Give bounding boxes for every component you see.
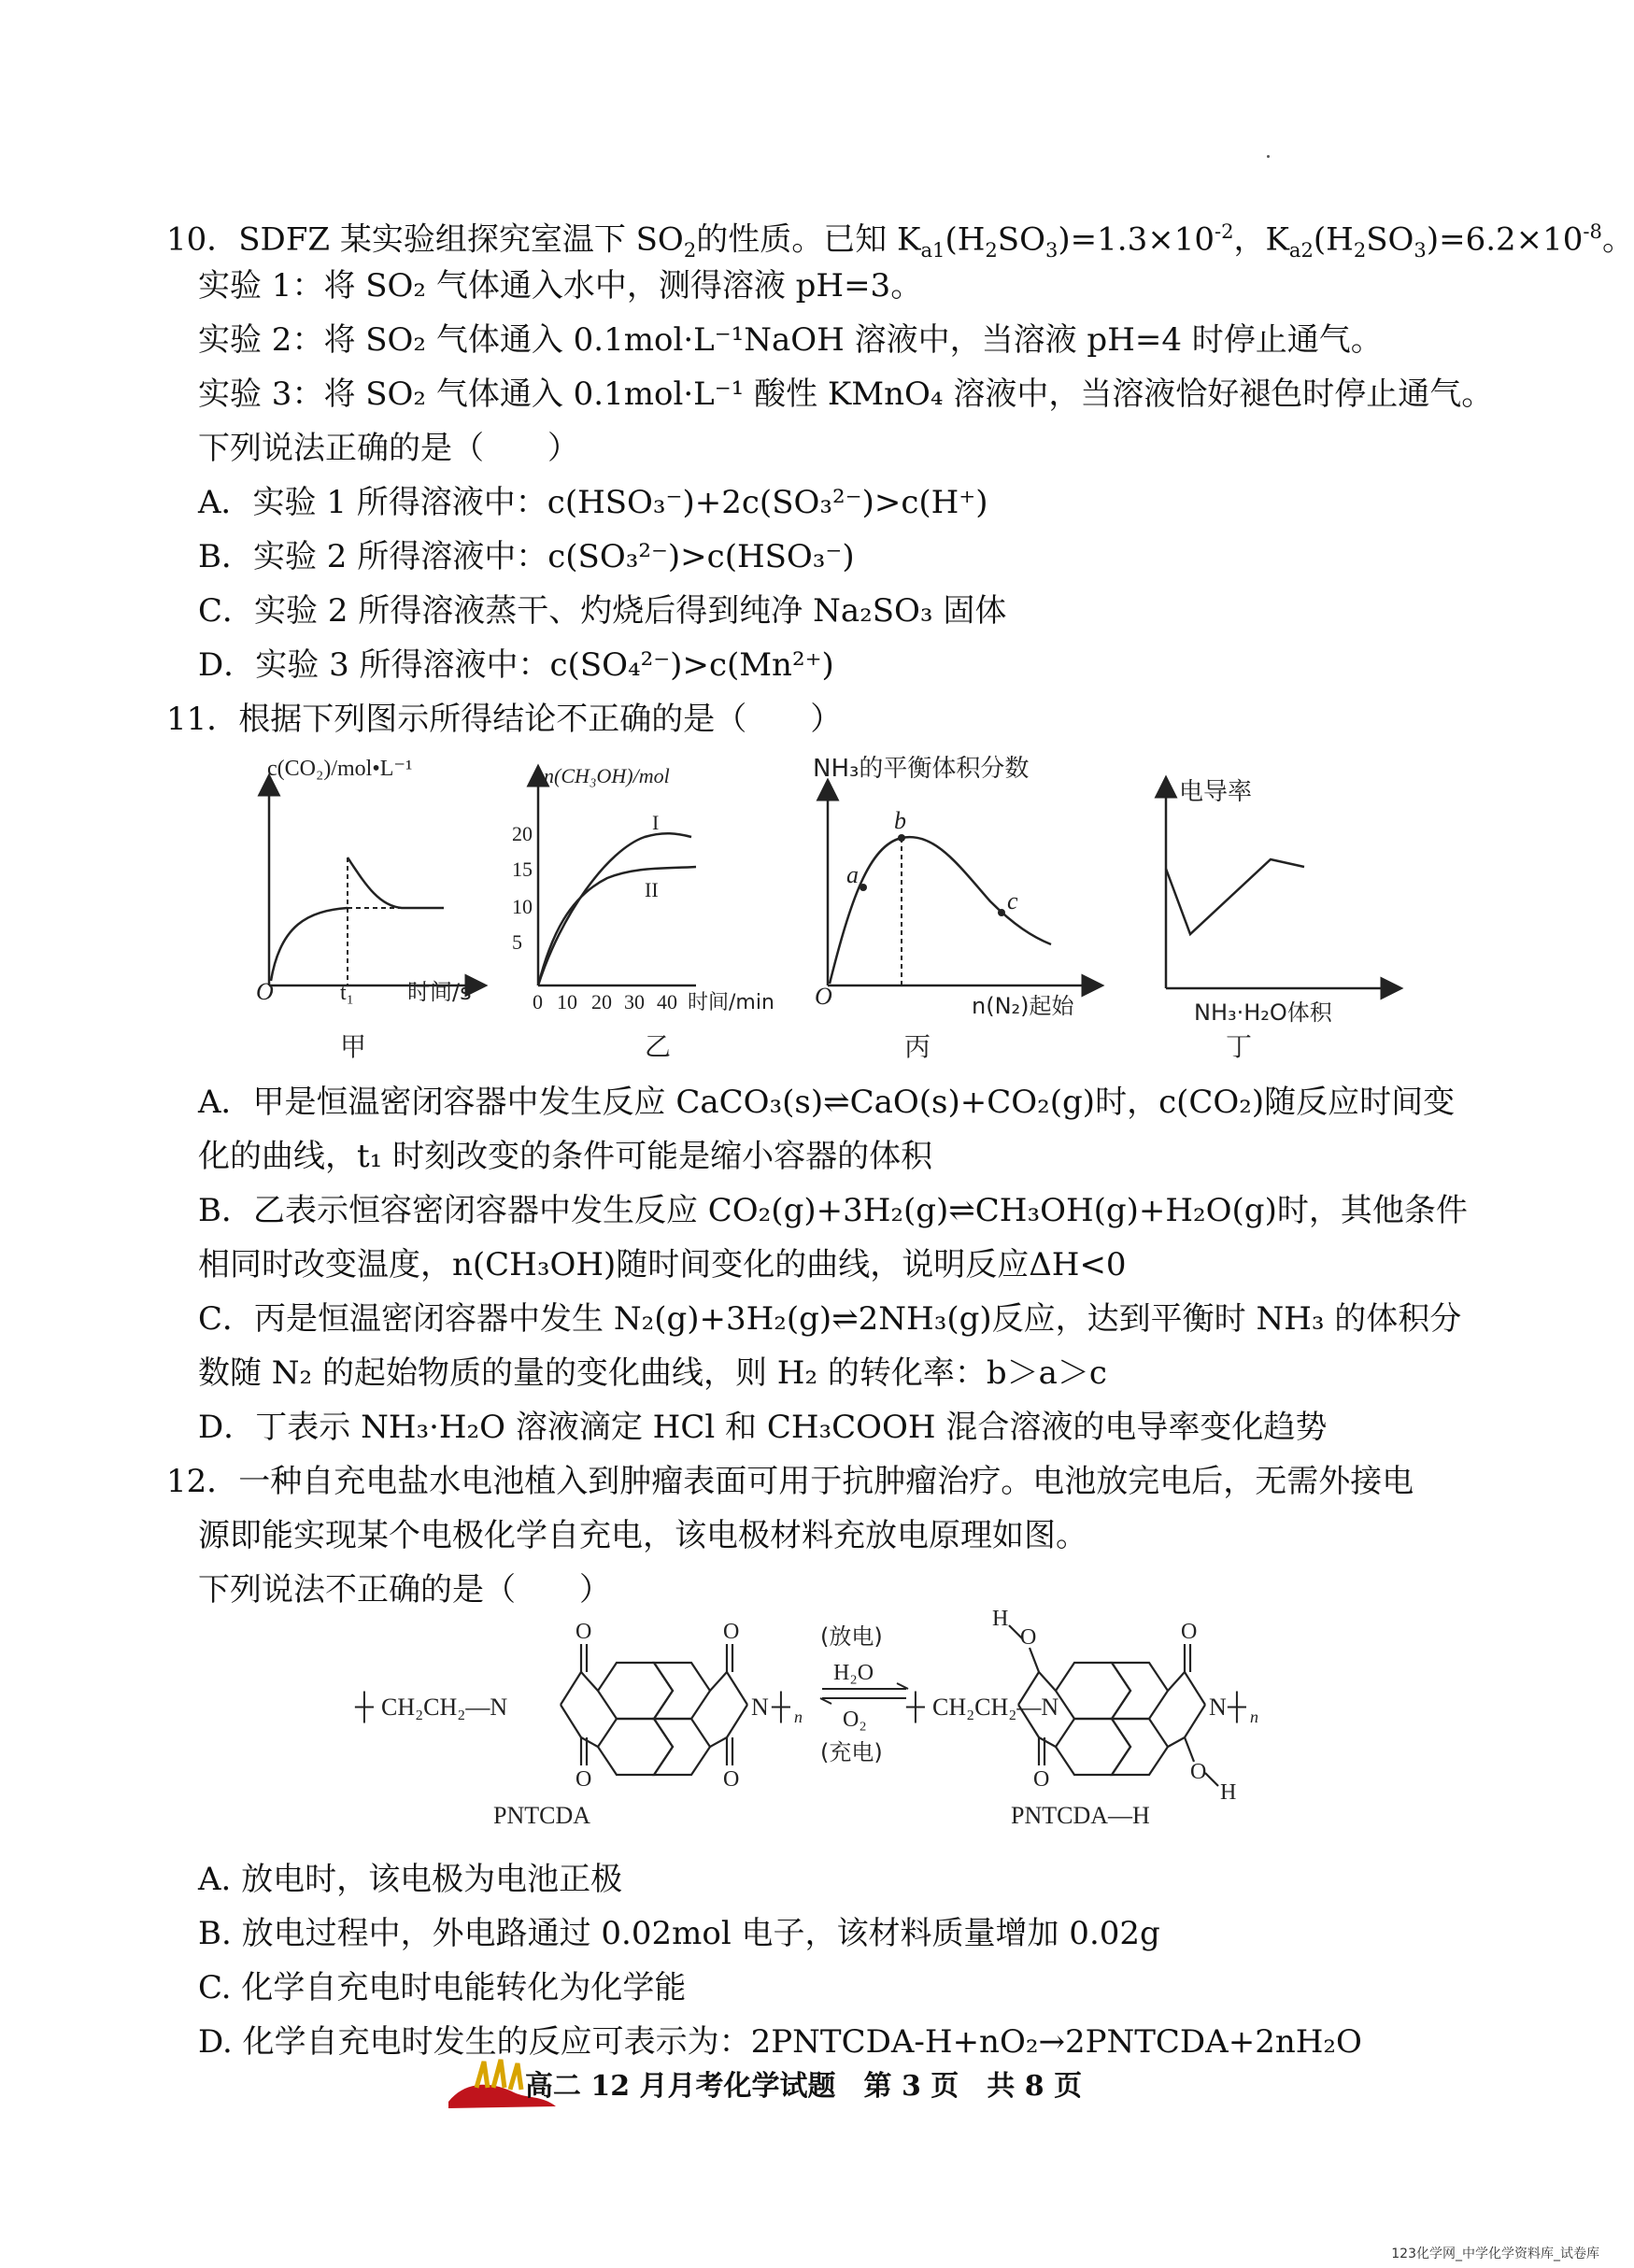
- q12-ask: 下列说法不正确的是（ ）: [198, 1571, 611, 1609]
- left-o-4: O: [723, 1767, 740, 1792]
- bottom-label: (充电): [820, 1739, 883, 1765]
- q10-exp1: 实验 1：将 SO₂ 气体通入水中，测得溶液 pH=3。: [198, 267, 923, 305]
- speck: [1267, 155, 1270, 158]
- figure-bing: [803, 743, 1121, 1065]
- left-o-3: O: [575, 1767, 592, 1792]
- bing-xlabel: n(N₂)起始: [972, 993, 1074, 1019]
- yi-curve-ii-label: II: [645, 878, 659, 901]
- right-o-4: O: [1190, 1760, 1207, 1784]
- figure-jia: [243, 747, 486, 1065]
- q12-stem-line1: 12．一种自充电盐水电池植入到肿瘤表面可用于抗肿瘤治疗。电池放完电后，无需外接电: [166, 1463, 1414, 1500]
- bing-ylabel: NH₃的平衡体积分数: [813, 755, 1030, 783]
- right-h-1: H: [992, 1607, 1009, 1631]
- yi-curve-ii: [538, 867, 696, 985]
- left-chain: CH₂CH₂—N: [381, 1694, 508, 1721]
- q12-option-a[interactable]: A. 放电时，该电极为电池正极: [198, 1861, 623, 1898]
- svg-text:┼: ┼: [772, 1693, 790, 1722]
- yi-ytick-10: 10: [512, 895, 533, 918]
- yi-curve-i: [538, 833, 691, 985]
- q10-option-d[interactable]: D．实验 3 所得溶液中：c(SO₄²⁻)>c(Mn²⁺): [198, 646, 834, 684]
- left-o-1: O: [575, 1620, 592, 1644]
- ding-caption: 丁: [1226, 1031, 1253, 1062]
- jia-xlabel: 时间/s: [407, 979, 472, 1005]
- q12-stem-line2: 源即能实现某个电极化学自充电，该电极材料充放电原理如图。: [198, 1517, 1087, 1554]
- figure-yi: [504, 747, 803, 1065]
- bottom-reagent: O₂: [843, 1708, 867, 1732]
- yi-caption: 乙: [645, 1031, 672, 1062]
- yi-xtick-0: 0: [533, 990, 543, 1014]
- q10-exp2: 实验 2：将 SO₂ 气体通入 0.1mol·L⁻¹NaOH 溶液中，当溶液 pH=4 时停止通气。: [198, 321, 1383, 359]
- bing-label-a: a: [846, 861, 859, 888]
- page-footer: 高二 12 月月考化学试题 第 3 页 共 8 页: [524, 2070, 1083, 2103]
- right-n: N: [1209, 1694, 1227, 1721]
- pntcda-ring: [561, 1644, 747, 1775]
- jia-origin: O: [256, 978, 274, 1005]
- ding-xlabel: NH₃·H₂O体积: [1194, 999, 1332, 1026]
- yi-xtick-40: 40: [657, 990, 677, 1014]
- left-n: N: [751, 1694, 769, 1721]
- q10-exp3: 实验 3：将 SO₂ 气体通入 0.1mol·L⁻¹ 酸性 KMnO₄ 溶液中，当溶液恰好褪色时停止通气。: [198, 376, 1494, 413]
- yi-xtick-10: 10: [557, 990, 577, 1014]
- q11-option-a-line2: 化的曲线，t₁ 时刻改变的条件可能是缩小容器的体积: [198, 1138, 933, 1175]
- left-name: PNTCDA: [493, 1802, 591, 1829]
- jia-ylabel: c(CO₂)/mol•L⁻¹: [267, 757, 413, 781]
- q11-option-c-line2: 数随 N₂ 的起始物质的量的变化曲线，则 H₂ 的转化率：b＞a＞c: [198, 1354, 1107, 1392]
- right-n-subscript: n: [1250, 1708, 1258, 1726]
- watermark: 123化学网_中学化学资料库_试卷库: [1391, 2247, 1599, 2261]
- q11-option-d[interactable]: D．丁表示 NH₃·H₂O 溶液滴定 HCl 和 CH₃COOH 混合溶液的电导率变化趋势: [198, 1409, 1328, 1446]
- q12-option-d[interactable]: D. 化学自充电时发生的反应可表示为：2PNTCDA-H+nO₂→2PNTCDA+2nH₂O: [198, 2023, 1362, 2061]
- yi-xlabel: 时间/min: [688, 991, 774, 1014]
- yi-ytick-5: 5: [512, 930, 522, 954]
- bing-caption: 丙: [904, 1031, 931, 1062]
- left-bracket: ┼: [355, 1693, 374, 1722]
- yi-xtick-30: 30: [624, 990, 645, 1014]
- yi-ylabel: n(CH₃OH)/mol: [544, 764, 670, 787]
- ding-curve: [1166, 859, 1304, 934]
- bing-origin: O: [815, 983, 832, 1010]
- right-o-3: O: [1033, 1767, 1050, 1792]
- yi-curve-i-label: I: [652, 811, 660, 834]
- jia-curve-1: [271, 908, 348, 981]
- q11-option-b-line2: 相同时改变温度，n(CH₃OH)随时间变化的曲线，说明反应ΔH<0: [198, 1246, 1127, 1283]
- jia-curve-2: [348, 858, 444, 908]
- bing-point-b: [898, 834, 905, 842]
- q12-option-c[interactable]: C. 化学自充电时电能转化为化学能: [198, 1969, 687, 2006]
- q10-ask: 下列说法正确的是（ ）: [198, 430, 579, 467]
- right-o-2: O: [1181, 1620, 1198, 1644]
- right-h-2: H: [1220, 1780, 1237, 1805]
- bing-label-c: c: [1007, 887, 1018, 914]
- q10-option-a[interactable]: A．实验 1 所得溶液中：c(HSO₃⁻)+2c(SO₃²⁻)>c(H⁺): [198, 484, 988, 521]
- jia-caption: 甲: [340, 1031, 367, 1062]
- svg-text:┼: ┼: [906, 1693, 925, 1722]
- bing-point-c: [998, 909, 1005, 916]
- top-reagent: H₂O: [833, 1661, 874, 1685]
- jia-tick: t₁: [340, 981, 355, 1005]
- reaction-scheme: [336, 1607, 1271, 1831]
- right-name: PNTCDA—H: [1011, 1802, 1150, 1829]
- yi-ytick-20: 20: [512, 822, 533, 845]
- left-o-2: O: [723, 1620, 740, 1644]
- right-o-1: O: [1020, 1625, 1037, 1650]
- bing-label-b: b: [894, 807, 906, 834]
- q11-option-a-line1[interactable]: A．甲是恒温密闭容器中发生反应 CaCO₃(s)⇌CaO(s)+CO₂(g)时，c(CO₂)随反应时间变: [198, 1084, 1456, 1121]
- q10-stem: 10．SDFZ 某实验组探究室温下 $SO_2$的性质。已知 $K_{a1}(H_2SO_3)=1.3\times 10^{-2}$，$K_{a2}(H_2SO_3)=6.2\times 10^{-8}$。: [166, 220, 1634, 262]
- yi-xtick-20: 20: [591, 990, 612, 1014]
- q10-option-c[interactable]: C．实验 2 所得溶液蒸干、灼烧后得到纯净 Na₂SO₃ 固体: [198, 592, 1007, 630]
- q12-option-b[interactable]: B. 放电过程中，外电路通过 0.02mol 电子，该材料质量增加 0.02g: [198, 1915, 1160, 1952]
- left-n-subscript: n: [794, 1708, 803, 1726]
- figure-ding: [1140, 766, 1411, 1065]
- bing-point-a: [860, 884, 867, 891]
- q11-option-b-line1[interactable]: B．乙表示恒容密闭容器中发生反应 CO₂(g)+3H₂(g)⇌CH₃OH(g)+H₂O(g)时，其他条件: [198, 1192, 1468, 1229]
- ding-ylabel: 电导率: [1179, 778, 1253, 806]
- q11-option-c-line1[interactable]: C．丙是恒温密闭容器中发生 N₂(g)+3H₂(g)⇌2NH₃(g)反应，达到平衡时 NH₃ 的体积分: [198, 1300, 1462, 1338]
- yi-ytick-15: 15: [512, 858, 533, 881]
- svg-text:┼: ┼: [1228, 1693, 1246, 1722]
- top-label: (放电): [820, 1623, 883, 1650]
- q10-option-b[interactable]: B．实验 2 所得溶液中：c(SO₃²⁻)>c(HSO₃⁻): [198, 538, 855, 575]
- q11-stem: 11．根据下列图示所得结论不正确的是（ ）: [166, 701, 843, 738]
- right-chain: CH₂CH₂—N: [932, 1694, 1059, 1721]
